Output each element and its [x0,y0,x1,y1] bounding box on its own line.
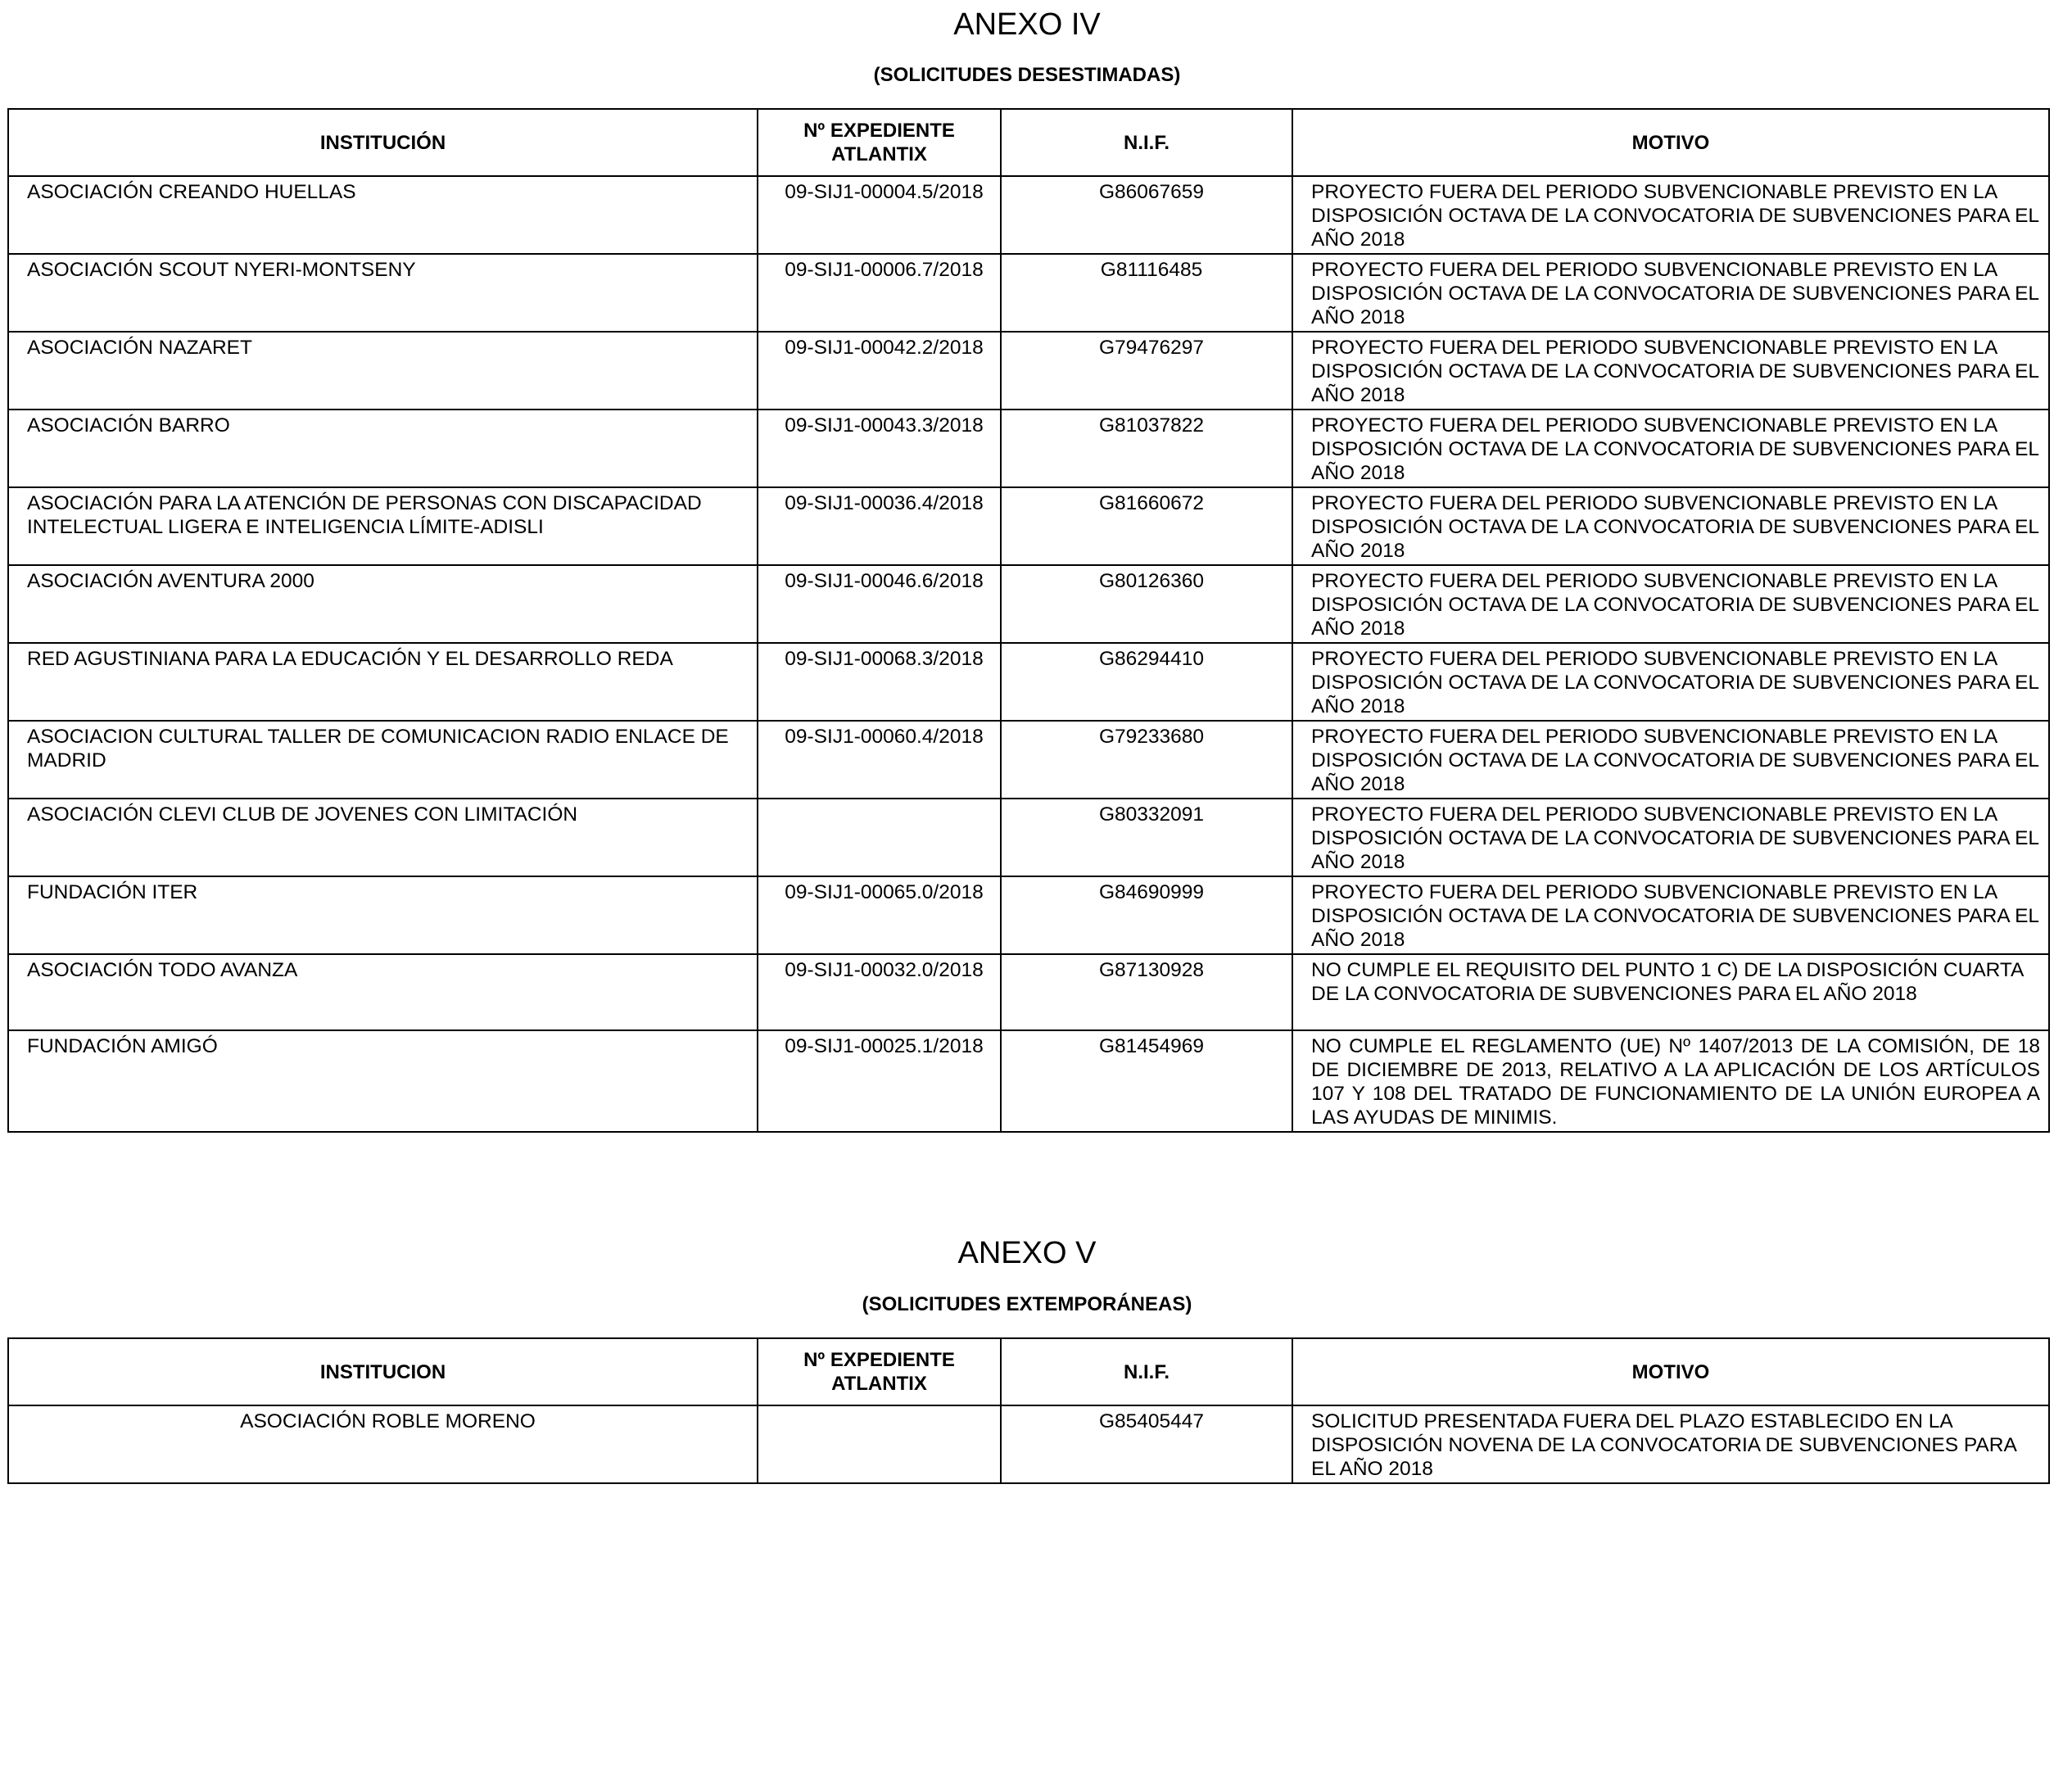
expediente-cell: 09-SIJ1-00025.1/2018 [758,1030,1001,1132]
annex-v-table [7,1337,2050,1484]
expediente-cell [758,1405,1001,1483]
annex-v-title: ANEXO V [957,1236,1097,1270]
nif-cell: G81037822 [1001,410,1292,487]
motivo-cell: PROYECTO FUERA DEL PERIODO SUBVENCIONABLE PREVISTO EN LA DISPOSICIÓN OCTAVA DE LA CONVOCATORIA DE SUBVENCIONES PARA EL AÑO 2018 [1292,565,2049,643]
motivo-cell: PROYECTO FUERA DEL PERIODO SUBVENCIONABLE PREVISTO EN LA DISPOSICIÓN OCTAVA DE LA CONVOCATORIA DE SUBVENCIONES PARA EL AÑO 2018 [1292,176,2049,254]
institution-cell: ASOCIACIÓN PARA LA ATENCIÓN DE PERSONAS CON DISCAPACIDAD INTELECTUAL LIGERA E INTELIGENCIA LÍMITE-ADISLI [8,487,758,565]
institution-cell: ASOCIACIÓN NAZARET [8,332,758,410]
table-row [8,332,2049,410]
institution-cell: RED AGUSTINIANA PARA LA EDUCACIÓN Y EL DESARROLLO REDA [8,643,758,721]
header-institution: INSTITUCION [8,1338,758,1405]
motivo-cell: PROYECTO FUERA DEL PERIODO SUBVENCIONABLE PREVISTO EN LA DISPOSICIÓN OCTAVA DE LA CONVOCATORIA DE SUBVENCIONES PARA EL AÑO 2018 [1292,254,2049,332]
table-row [8,876,2049,954]
institution-cell: FUNDACIÓN AMIGÓ [8,1030,758,1132]
table-row [8,1030,2049,1132]
expediente-cell: 09-SIJ1-00060.4/2018 [758,721,1001,799]
institution-cell: ASOCIACIÓN CLEVI CLUB DE JOVENES CON LIMITACIÓN [8,799,758,876]
institution-cell: ASOCIACIÓN TODO AVANZA [8,954,758,1030]
annex-iv-title: ANEXO IV [953,7,1101,42]
table-row [8,565,2049,643]
motivo-cell: PROYECTO FUERA DEL PERIODO SUBVENCIONABLE PREVISTO EN LA DISPOSICIÓN OCTAVA DE LA CONVOCATORIA DE SUBVENCIONES PARA EL AÑO 2018 [1292,799,2049,876]
table-row [8,1405,2049,1483]
nif-cell: G81116485 [1001,254,1292,332]
institution-cell: ASOCIACIÓN BARRO [8,410,758,487]
nif-cell: G87130928 [1001,954,1292,1030]
header-motivo: MOTIVO [1292,1338,2049,1405]
motivo-cell: NO CUMPLE EL REQUISITO DEL PUNTO 1 C) DE LA DISPOSICIÓN CUARTA DE LA CONVOCATORIA DE SUBVENCIONES PARA EL AÑO 2018 [1292,954,2049,1030]
table-row [8,254,2049,332]
annex-v-subtitle: (SOLICITUDES EXTEMPORÁNEAS) [862,1293,1192,1315]
motivo-cell: NO CUMPLE EL REGLAMENTO (UE) Nº 1407/2013 DE LA COMISIÓN, DE 18 DE DICIEMBRE DE 2013, RELATIVO A LA APLICACIÓN DE LOS ARTÍCULOS 107 Y 108 DEL TRATADO DE FUNCIONAMIENTO DE LA UNIÓN EUROPEA A LAS AYUDAS DE MINIMIS. [1292,1030,2049,1132]
institution-cell: ASOCIACION CULTURAL TALLER DE COMUNICACION RADIO ENLACE DE MADRID [8,721,758,799]
expediente-cell: 09-SIJ1-00036.4/2018 [758,487,1001,565]
header-expediente-line2: ATLANTIX [831,143,927,165]
header-nif: N.I.F. [1001,1338,1292,1405]
nif-cell: G80332091 [1001,799,1292,876]
table-row [8,954,2049,1030]
expediente-cell: 09-SIJ1-00004.5/2018 [758,176,1001,254]
institution-cell: ASOCIACIÓN ROBLE MORENO [8,1405,758,1483]
nif-cell: G84690999 [1001,876,1292,954]
header-expediente [758,1338,1001,1405]
annex-iv-subtitle: (SOLICITUDES DESESTIMADAS) [873,64,1181,86]
table-row [8,721,2049,799]
institution-cell: FUNDACIÓN ITER [8,876,758,954]
header-expediente-line1: Nº EXPEDIENTE [803,120,955,142]
motivo-cell: PROYECTO FUERA DEL PERIODO SUBVENCIONABLE PREVISTO EN LA DISPOSICIÓN OCTAVA DE LA CONVOCATORIA DE SUBVENCIONES PARA EL AÑO 2018 [1292,487,2049,565]
table-row [8,799,2049,876]
expediente-cell: 09-SIJ1-00068.3/2018 [758,643,1001,721]
nif-cell: G86067659 [1001,176,1292,254]
motivo-cell: PROYECTO FUERA DEL PERIODO SUBVENCIONABLE PREVISTO EN LA DISPOSICIÓN OCTAVA DE LA CONVOCATORIA DE SUBVENCIONES PARA EL AÑO 2018 [1292,643,2049,721]
annex-v-header-row [8,1338,2049,1405]
table-row [8,176,2049,254]
header-expediente-line2: ATLANTIX [831,1373,927,1395]
expediente-cell: 09-SIJ1-00046.6/2018 [758,565,1001,643]
table-row [8,410,2049,487]
expediente-cell: 09-SIJ1-00032.0/2018 [758,954,1001,1030]
nif-cell: G81454969 [1001,1030,1292,1132]
expediente-cell: 09-SIJ1-00043.3/2018 [758,410,1001,487]
motivo-cell: PROYECTO FUERA DEL PERIODO SUBVENCIONABLE PREVISTO EN LA DISPOSICIÓN OCTAVA DE LA CONVOCATORIA DE SUBVENCIONES PARA EL AÑO 2018 [1292,721,2049,799]
expediente-cell: 09-SIJ1-00006.7/2018 [758,254,1001,332]
header-motivo: MOTIVO [1292,109,2049,176]
nif-cell: G85405447 [1001,1405,1292,1483]
nif-cell: G86294410 [1001,643,1292,721]
table-row [8,643,2049,721]
motivo-cell: SOLICITUD PRESENTADA FUERA DEL PLAZO ESTABLECIDO EN LA DISPOSICIÓN NOVENA DE LA CONVOCATORIA DE SUBVENCIONES PARA EL AÑO 2018 [1292,1405,2049,1483]
nif-cell: G79476297 [1001,332,1292,410]
institution-cell: ASOCIACIÓN CREANDO HUELLAS [8,176,758,254]
annex-iv-header-row [8,109,2049,176]
motivo-cell: PROYECTO FUERA DEL PERIODO SUBVENCIONABLE PREVISTO EN LA DISPOSICIÓN OCTAVA DE LA CONVOCATORIA DE SUBVENCIONES PARA EL AÑO 2018 [1292,876,2049,954]
nif-cell: G81660672 [1001,487,1292,565]
motivo-cell: PROYECTO FUERA DEL PERIODO SUBVENCIONABLE PREVISTO EN LA DISPOSICIÓN OCTAVA DE LA CONVOCATORIA DE SUBVENCIONES PARA EL AÑO 2018 [1292,410,2049,487]
institution-cell: ASOCIACIÓN SCOUT NYERI-MONTSENY [8,254,758,332]
nif-cell: G79233680 [1001,721,1292,799]
header-expediente [758,109,1001,176]
institution-cell: ASOCIACIÓN AVENTURA 2000 [8,565,758,643]
expediente-cell [758,799,1001,876]
expediente-cell: 09-SIJ1-00042.2/2018 [758,332,1001,410]
header-expediente-line1: Nº EXPEDIENTE [803,1349,955,1371]
motivo-cell: PROYECTO FUERA DEL PERIODO SUBVENCIONABLE PREVISTO EN LA DISPOSICIÓN OCTAVA DE LA CONVOCATORIA DE SUBVENCIONES PARA EL AÑO 2018 [1292,332,2049,410]
table-row [8,487,2049,565]
expediente-cell: 09-SIJ1-00065.0/2018 [758,876,1001,954]
header-institution: INSTITUCIÓN [8,109,758,176]
nif-cell: G80126360 [1001,565,1292,643]
annex-iv-table [7,108,2050,1133]
header-nif: N.I.F. [1001,109,1292,176]
